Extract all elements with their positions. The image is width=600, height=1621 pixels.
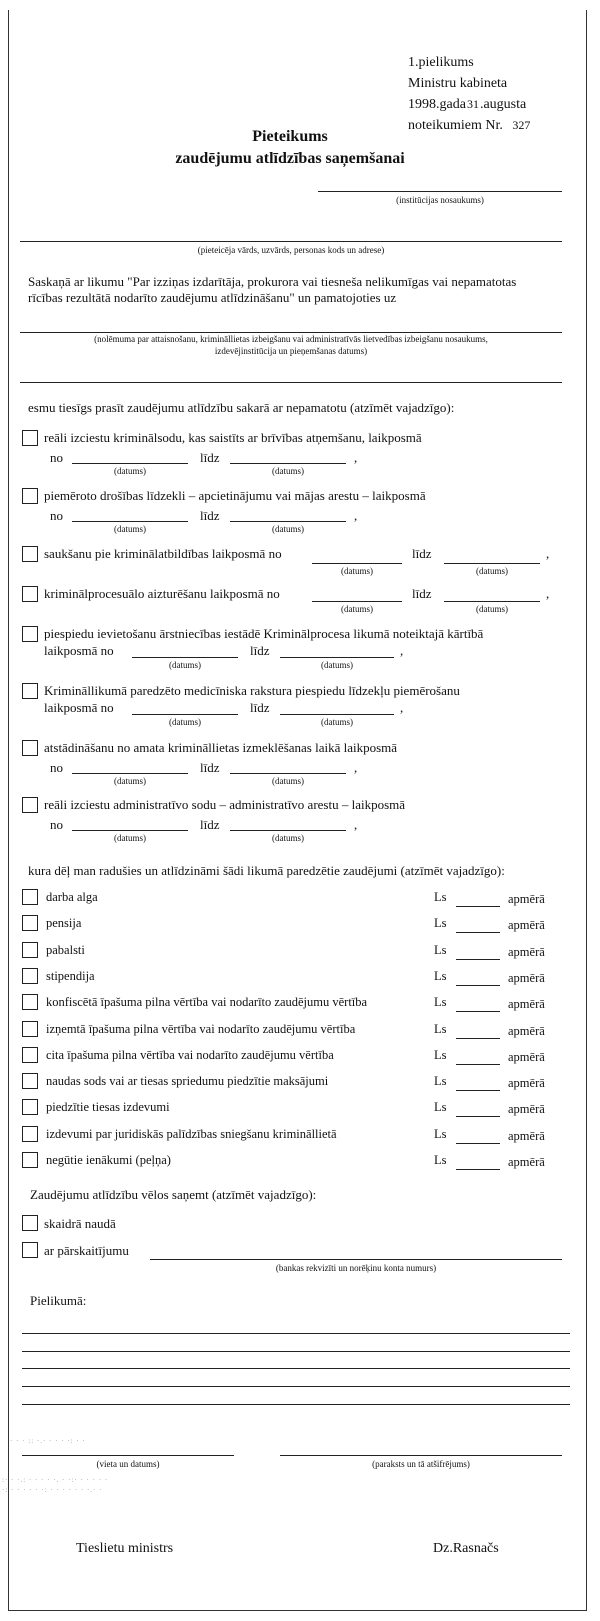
decision-caption-1: (nolēmuma par attaisnošanu, krimināllietas izbeigšanu vai administratīvās lietvedības izbeigšanu nosaukums, xyxy=(94,334,488,344)
annex-regulation: noteikumiem Nr. xyxy=(408,118,503,133)
reason-3-to-date[interactable] xyxy=(444,563,540,564)
reason-8-from: no xyxy=(50,817,63,832)
annex-month: .augusta xyxy=(479,97,527,112)
date-caption: (datums) xyxy=(476,566,508,576)
currency-label: Ls xyxy=(434,1127,447,1141)
annex-line-1: 1.pielikums xyxy=(408,55,474,70)
amount-suffix: apmērā xyxy=(508,1102,545,1116)
annex-year: 1998.gada xyxy=(408,97,466,112)
damage-9-label: piedzītie tiesas izdevumi xyxy=(46,1100,170,1114)
reason-6-to-date[interactable] xyxy=(280,714,394,715)
amount-suffix: apmērā xyxy=(508,918,545,932)
damage-4-amount[interactable] xyxy=(456,985,500,986)
date-caption: (datums) xyxy=(321,660,353,670)
damage-7-amount[interactable] xyxy=(456,1064,500,1065)
currency-label: Ls xyxy=(434,969,447,983)
reason-1-to: līdz xyxy=(200,450,220,465)
attachment-line-3[interactable] xyxy=(22,1368,570,1369)
damage-6-label: izņemtā īpašuma pilna vērtība vai nodarīto zaudējumu vērtība xyxy=(46,1022,356,1036)
reason-4-from-date[interactable] xyxy=(312,601,402,602)
page-border-bottom xyxy=(8,1610,587,1611)
reason-1-label: reāli izciestu kriminālsodu, kas saistīts ar brīvības atņemšanu, laikposmā xyxy=(44,430,422,445)
reason-2-from-date[interactable] xyxy=(72,521,188,522)
amount-suffix: apmērā xyxy=(508,1024,545,1038)
cash-label: skaidrā naudā xyxy=(44,1216,116,1231)
comma: , xyxy=(546,586,550,601)
attachment-line-4[interactable] xyxy=(22,1386,570,1387)
bank-details-field[interactable] xyxy=(150,1259,562,1260)
amount-suffix: apmērā xyxy=(508,1129,545,1143)
damage-6-amount[interactable] xyxy=(456,1038,500,1039)
damage-10-checkbox[interactable] xyxy=(22,1126,38,1142)
cash-checkbox[interactable] xyxy=(22,1215,38,1231)
right-intro: esmu tiesīgs prasīt zaudējumu atlīdzību sakarā ar nepamatotu (atzīmēt vajadzīgo): xyxy=(28,400,455,415)
damage-1-label: darba alga xyxy=(46,890,98,904)
amount-suffix: apmērā xyxy=(508,1076,545,1090)
reason-1-from: no xyxy=(50,450,63,465)
reason-6-to: līdz xyxy=(250,700,270,715)
applicant-field[interactable] xyxy=(20,241,562,242)
damage-4-label: stipendija xyxy=(46,969,95,983)
attachment-line-2[interactable] xyxy=(22,1351,570,1352)
intro-line-1: Saskaņā ar likumu "Par izziņas izdarītāja, prokurora vai tiesneša nelikumīgas vai nepamatotas xyxy=(28,274,517,289)
page-border-left xyxy=(8,10,9,1610)
reason-4-checkbox[interactable] xyxy=(22,586,38,602)
reason-5-checkbox[interactable] xyxy=(22,626,38,642)
damage-3-checkbox[interactable] xyxy=(22,942,38,958)
reason-5-to: līdz xyxy=(250,643,270,658)
annex-day: 31 xyxy=(466,97,479,111)
date-caption: (datums) xyxy=(272,833,304,843)
annex-number: 327 xyxy=(512,118,531,132)
signature-field[interactable] xyxy=(280,1455,562,1456)
annex-line-3 xyxy=(408,97,526,113)
reason-7-checkbox[interactable] xyxy=(22,740,38,756)
intro-line-2: rīcības rezultātā nodarīto zaudējumu atlīdzināšanu" un pamatojoties uz xyxy=(28,290,397,305)
signature-caption: (paraksts un tā atšifrējums) xyxy=(372,1459,470,1469)
reason-4-label: kriminālprocesuālo aizturēšanu laikposmā no xyxy=(44,586,280,601)
reason-7-from: no xyxy=(50,760,63,775)
date-caption: (datums) xyxy=(272,524,304,534)
annex-line-2: Ministru kabineta xyxy=(408,76,508,91)
damage-11-label: negūtie ienākumi (peļņa) xyxy=(46,1153,171,1167)
damage-5-amount[interactable] xyxy=(456,1011,500,1012)
date-caption: (datums) xyxy=(114,466,146,476)
currency-label: Ls xyxy=(434,1074,447,1088)
reason-3-label: saukšanu pie kriminālatbildības laikposmā no xyxy=(44,546,282,561)
reason-2-to-date[interactable] xyxy=(230,521,346,522)
reason-3-to: līdz xyxy=(412,546,432,561)
date-caption: (datums) xyxy=(272,466,304,476)
currency-label: Ls xyxy=(434,1022,447,1036)
damage-1-checkbox[interactable] xyxy=(22,889,38,905)
reason-7-to-date[interactable] xyxy=(230,773,346,774)
damage-4-checkbox[interactable] xyxy=(22,968,38,984)
reason-7-label: atstādināšanu no amata krimināllietas izmeklēšanas laikā laikposmā xyxy=(44,740,398,755)
reason-4-to-date[interactable] xyxy=(444,601,540,602)
damage-11-amount[interactable] xyxy=(456,1169,500,1170)
scan-artifact: · · · :: ·.· · · · ·: · · xyxy=(10,1437,86,1445)
damage-2-amount[interactable] xyxy=(456,932,500,933)
reason-5-from-date[interactable] xyxy=(132,657,238,658)
comma: , xyxy=(354,760,358,775)
annex-line-4 xyxy=(408,118,530,134)
amount-suffix: apmērā xyxy=(508,1050,545,1064)
currency-label: Ls xyxy=(434,1100,447,1114)
damage-8-label: naudas sods vai ar tiesas spriedumu piedzītie maksājumi xyxy=(46,1074,329,1088)
reason-4-to: līdz xyxy=(412,586,432,601)
date-caption: (datums) xyxy=(272,776,304,786)
damage-7-checkbox[interactable] xyxy=(22,1047,38,1063)
reason-6-label: Krimināllikumā paredzēto medicīniska rakstura piespiedu līdzekļu piemērošanu xyxy=(44,683,460,698)
damage-7-label: cita īpašuma pilna vērtība vai nodarīto zaudējumu vērtība xyxy=(46,1048,334,1062)
amount-suffix: apmērā xyxy=(508,945,545,959)
comma: , xyxy=(400,643,404,658)
date-caption: (datums) xyxy=(114,524,146,534)
reason-8-checkbox[interactable] xyxy=(22,797,38,813)
damage-2-checkbox[interactable] xyxy=(22,915,38,931)
decision-field-2[interactable] xyxy=(20,382,562,383)
place-date-caption: (vieta un datums) xyxy=(96,1459,160,1469)
form-subtitle: zaudējumu atlīdzības saņemšanai xyxy=(175,150,405,167)
reason-6-from-date[interactable] xyxy=(132,714,238,715)
date-caption: (datums) xyxy=(114,833,146,843)
minister-name: Dz.Rasnačs xyxy=(433,1541,499,1556)
transfer-label: ar pārskaitījumu xyxy=(44,1243,129,1258)
reason-1-checkbox[interactable] xyxy=(22,430,38,446)
reason-5-to-date[interactable] xyxy=(280,657,394,658)
reason-8-to: līdz xyxy=(200,817,220,832)
reason-7-to: līdz xyxy=(200,760,220,775)
currency-label: Ls xyxy=(434,1153,447,1167)
damage-10-label: izdevumi par juridiskās palīdzības sniegšanu krimināllietā xyxy=(46,1127,337,1141)
amount-suffix: apmērā xyxy=(508,971,545,985)
payment-intro: Zaudējumu atlīdzību vēlos saņemt (atzīmēt vajadzīgo): xyxy=(30,1187,317,1202)
reason-8-from-date[interactable] xyxy=(72,830,188,831)
reason-3-checkbox[interactable] xyxy=(22,546,38,562)
damage-8-amount[interactable] xyxy=(456,1090,500,1091)
date-caption: (datums) xyxy=(169,660,201,670)
damage-9-amount[interactable] xyxy=(456,1116,500,1117)
currency-label: Ls xyxy=(434,995,447,1009)
reason-3-from-date[interactable] xyxy=(312,563,402,564)
comma: , xyxy=(354,450,358,465)
reason-7-from-date[interactable] xyxy=(72,773,188,774)
bank-caption: (bankas rekvizīti un norēķinu konta numurs) xyxy=(275,1263,437,1273)
scan-artifact: ·: · · · · · ·: · · · · · · ·.· · xyxy=(2,1486,103,1494)
comma: , xyxy=(354,817,358,832)
reason-8-label: reāli izciestu administratīvo sodu – administratīvo arestu – laikposmā xyxy=(44,797,406,812)
damage-5-label: konfiscētā īpašuma pilna vērtība vai nodarīto zaudējumu vērtība xyxy=(46,995,368,1009)
date-caption: (datums) xyxy=(341,604,373,614)
reason-5-label: piespiedu ievietošanu ārstniecības iestādē Kriminālprocesa likumā noteiktajā kārtībā xyxy=(44,626,484,641)
damage-9-checkbox[interactable] xyxy=(22,1099,38,1115)
damage-11-checkbox[interactable] xyxy=(22,1152,38,1168)
damages-intro: kura dēļ man radušies un atlīdzināmi šādi likumā paredzētie zaudējumi (atzīmēt vajadzīgo): xyxy=(28,863,505,878)
date-caption: (datums) xyxy=(169,717,201,727)
reason-5-label-2: laikposmā no xyxy=(44,643,114,658)
currency-label: Ls xyxy=(434,916,447,930)
applicant-caption: (pieteicēja vārds, uzvārds, personas kods un adrese) xyxy=(197,245,385,255)
decision-caption-2: izdevējinstitūcija un pieņemšanas datums) xyxy=(214,346,368,356)
currency-label: Ls xyxy=(434,890,447,904)
institution-field[interactable] xyxy=(318,191,562,192)
amount-suffix: apmērā xyxy=(508,997,545,1011)
reason-1-from-date[interactable] xyxy=(72,463,188,464)
damage-10-amount[interactable] xyxy=(456,1143,500,1144)
date-caption: (datums) xyxy=(321,717,353,727)
currency-label: Ls xyxy=(434,943,447,957)
reason-2-to: līdz xyxy=(200,508,220,523)
attachment-line-1[interactable] xyxy=(22,1333,570,1334)
attachments-label: Pielikumā: xyxy=(30,1293,87,1308)
reason-1-to-date[interactable] xyxy=(230,463,346,464)
damage-2-label: pensija xyxy=(46,916,82,930)
decision-field[interactable] xyxy=(20,332,562,333)
minister-title: Tieslietu ministrs xyxy=(76,1541,174,1556)
attachment-line-5[interactable] xyxy=(22,1404,570,1405)
transfer-checkbox[interactable] xyxy=(22,1242,38,1258)
reason-2-label: piemēroto drošības līdzekli – apcietinājumu vai mājas arestu – laikposmā xyxy=(44,488,426,503)
amount-suffix: apmērā xyxy=(508,892,545,906)
scan-artifact: :· · ·.: · · · · ·. · ·:· · · · · · xyxy=(2,1476,109,1484)
reason-2-from: no xyxy=(50,508,63,523)
comma: , xyxy=(400,700,404,715)
reason-8-to-date[interactable] xyxy=(230,830,346,831)
date-caption: (datums) xyxy=(476,604,508,614)
amount-suffix: apmērā xyxy=(508,1155,545,1169)
form-title: Pieteikums xyxy=(252,128,328,145)
comma: , xyxy=(546,546,550,561)
reason-6-checkbox[interactable] xyxy=(22,683,38,699)
damage-1-amount[interactable] xyxy=(456,906,500,907)
date-caption: (datums) xyxy=(114,776,146,786)
damage-3-label: pabalsti xyxy=(46,943,85,957)
damage-8-checkbox[interactable] xyxy=(22,1073,38,1089)
currency-label: Ls xyxy=(434,1048,447,1062)
place-date-field[interactable] xyxy=(22,1455,234,1456)
damage-3-amount[interactable] xyxy=(456,959,500,960)
reason-2-checkbox[interactable] xyxy=(22,488,38,504)
reason-6-label-2: laikposmā no xyxy=(44,700,114,715)
page-border-right xyxy=(586,10,587,1610)
date-caption: (datums) xyxy=(341,566,373,576)
damage-6-checkbox[interactable] xyxy=(22,1021,38,1037)
institution-caption: (institūcijas nosaukums) xyxy=(396,195,484,205)
comma: , xyxy=(354,508,358,523)
damage-5-checkbox[interactable] xyxy=(22,994,38,1010)
